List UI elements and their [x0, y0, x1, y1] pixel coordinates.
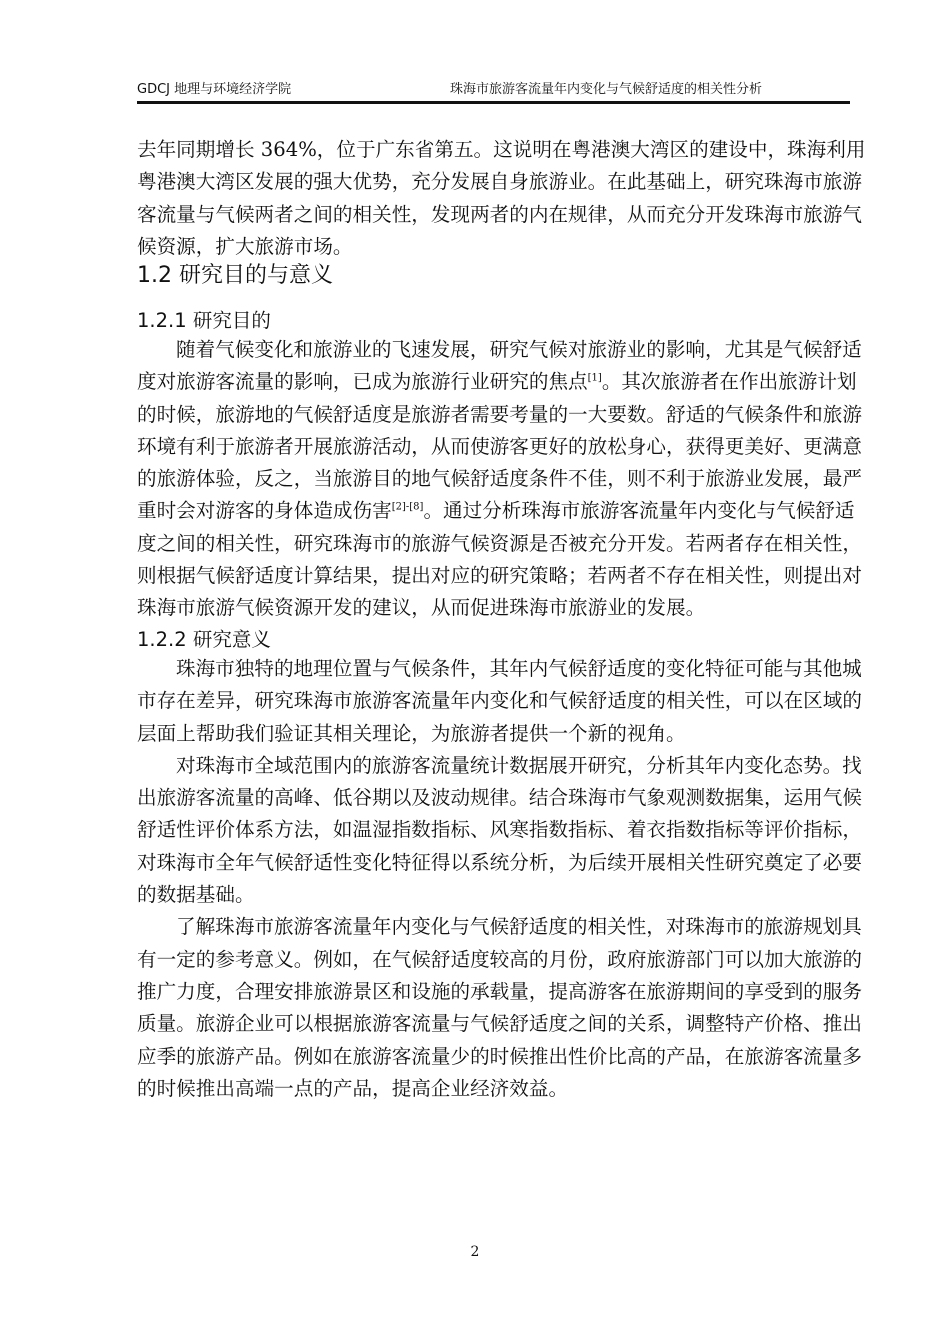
text-line: 珠海市旅游气候资源开发的建议，从而促进珠海市旅游业的发展。 — [137, 596, 706, 620]
text: 。其次旅游者在作出旅游计划 — [601, 370, 857, 394]
text-line: 客流量与气候两者之间的相关性，发现两者的内在规律，从而充分开发珠海市旅游气 — [137, 202, 862, 226]
text: 重时会对游客的身体造成伤害 — [137, 499, 392, 523]
text-line: 的旅游体验，反之，当旅游目的地气候舒适度条件不佳，则不利于旅游业发展，最严 — [137, 467, 862, 491]
citation: [2]-[8] — [391, 501, 424, 513]
text-line: 有一定的参考意义。例如，在气候舒适度较高的月份，政府旅游部门可以加大旅游的 — [137, 947, 862, 971]
paragraph-intro — [137, 134, 866, 263]
text-line: 的时候推出高端一点的产品，提高企业经济效益。 — [137, 1076, 569, 1100]
text-line — [137, 495, 855, 527]
citation: [1] — [587, 372, 602, 384]
text: 。通过分析珠海市旅游客流量年内变化与气候舒适 — [423, 499, 855, 523]
text-line: 推广力度，合理安排旅游景区和设施的承载量，提高游客在旅游期间的享受到的服务 — [137, 979, 862, 1003]
text-line: 珠海市独特的地理位置与气候条件，其年内气候舒适度的变化特征可能与其他城 — [176, 657, 862, 680]
paragraph-purpose — [137, 334, 862, 625]
text-line: 环境有利于旅游者开展旅游活动，从而使游客更好的放松身心，获得更美好、更满意 — [137, 434, 862, 458]
text-line: 舒适性评价体系方法，如温湿指数指标、风寒指数指标、着衣指数指标等评价指标， — [137, 818, 862, 842]
subsection-heading: 1.2.2 研究意义 — [137, 628, 271, 651]
text-line: 的数据基础。 — [137, 883, 255, 907]
text-line: 层面上帮助我们验证其相关理论，为旅游者提供一个新的视角。 — [137, 721, 686, 745]
text-line: 质量。旅游企业可以根据旅游客流量与气候舒适度之间的关系，调整特产价格、推出 — [137, 1012, 862, 1036]
text: 度对旅游客流量的影响，已成为旅游行业研究的焦点 — [137, 370, 588, 394]
text-line: 度之间的相关性，研究珠海市的旅游气候资源是否被充分开发。若两者存在相关性， — [137, 531, 862, 555]
header-rule — [137, 101, 850, 104]
text-line: 粤港澳大湾区发展的强大优势，充分发展自身旅游业。在此基础上，研究珠海市旅游 — [137, 170, 862, 194]
text-line: 对珠海市全域范围内的旅游客流量统计数据展开研究，分析其年内变化态势。找 — [176, 753, 862, 777]
text-line: 对珠海市全年气候舒适性变化特征得以系统分析，为后续开展相关性研究奠定了必要 — [137, 850, 862, 874]
text-line: 随着气候变化和旅游业的飞速发展，研究气候对旅游业的影响，尤其是气候舒适 — [176, 338, 862, 361]
text-line — [137, 366, 857, 398]
text-line: 出旅游客流量的高峰、低谷期以及波动规律。结合珠海市气象观测数据集，运用气候 — [137, 786, 862, 810]
text-line: 了解珠海市旅游客流量年内变化与气候舒适度的相关性，对珠海市的旅游规划具 — [176, 915, 862, 939]
header-right: 珠海市旅游客流量年内变化与气候舒适度的相关性分析 — [450, 82, 763, 97]
paragraph-significance-1 — [137, 653, 862, 1105]
text-line: 则根据气候舒适度计算结果，提出对应的研究策略；若两者不存在相关性，则提出对 — [137, 564, 862, 588]
subsection-heading: 1.2.1 研究目的 — [137, 309, 271, 332]
text-line: 的时候，旅游地的气候舒适度是旅游者需要考量的一大要数。舒适的气候条件和旅游 — [137, 402, 862, 426]
header-left: GDCJ 地理与环境经济学院 — [137, 82, 292, 97]
text-line: 候资源，扩大旅游市场。 — [137, 234, 353, 258]
text-line: 市存在差异，研究珠海市旅游客流量年内变化和气候舒适度的相关性，可以在区域的 — [137, 689, 862, 713]
section-heading: 1.2 研究目的与意义 — [137, 263, 333, 288]
text-line: 应季的旅游产品。例如在旅游客流量少的时候推出性价比高的产品，在旅游客流量多 — [137, 1044, 862, 1068]
text-line: 去年同期增长 364%，位于广东省第五。这说明在粤港澳大湾区的建设中，珠海利用 — [137, 138, 866, 161]
page-number: 2 — [470, 1244, 480, 1260]
